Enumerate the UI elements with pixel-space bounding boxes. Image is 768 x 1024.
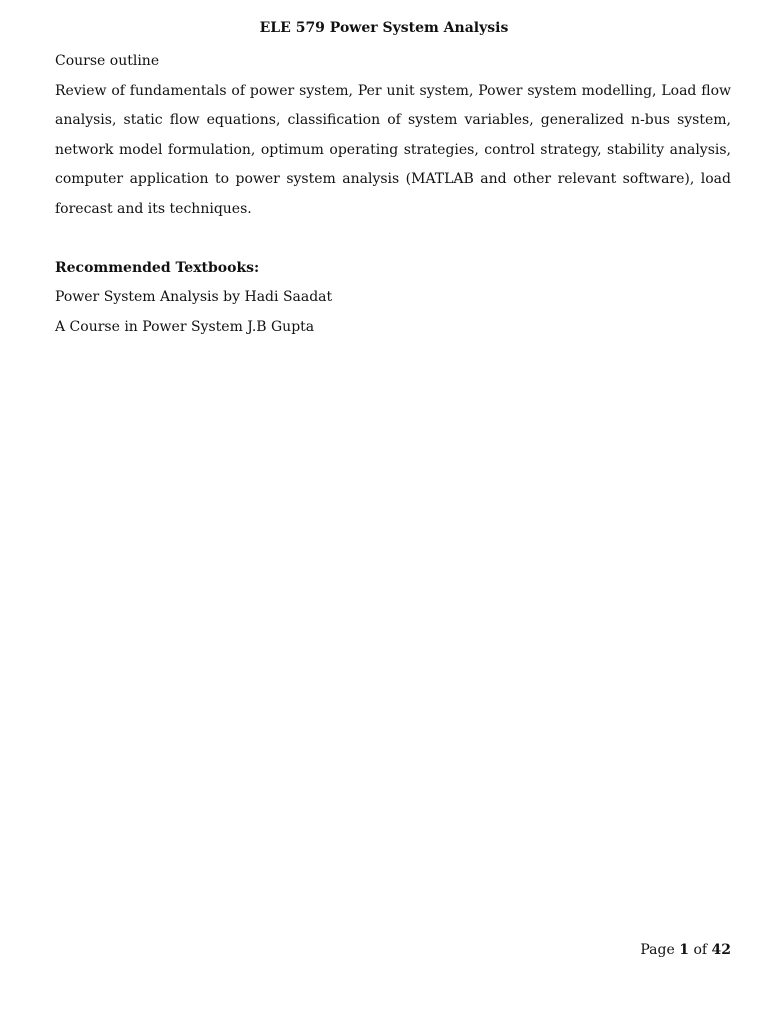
page-number (640, 940, 731, 960)
page-word: Page (640, 942, 675, 958)
document-body (55, 47, 731, 342)
course-outline-paragraph: Review of fundamentals of power system, Per unit system, Power system modelling, Load flow analysis, static flow equations, classification of system variables, generalized n-bus system, network model formulation, optimum operating strategies, control strategy, stability analysis, computer application to power system analysis (MATLAB and other relevant software), load forecast and its techniques. (55, 82, 731, 217)
course-outline-label: Course outline (55, 53, 160, 69)
current-page-number: 1 (679, 942, 689, 958)
total-pages-number: 42 (711, 942, 731, 958)
textbook-item: A Course in Power System J.B Gupta (55, 318, 315, 335)
of-word: of (693, 942, 708, 958)
paragraph-spacer (55, 224, 731, 254)
document-title: ELE 579 Power System Analysis (259, 20, 509, 36)
textbooks-heading: Recommended Textbooks: (55, 259, 260, 276)
textbook-item: Power System Analysis by Hadi Saadat (55, 289, 333, 305)
